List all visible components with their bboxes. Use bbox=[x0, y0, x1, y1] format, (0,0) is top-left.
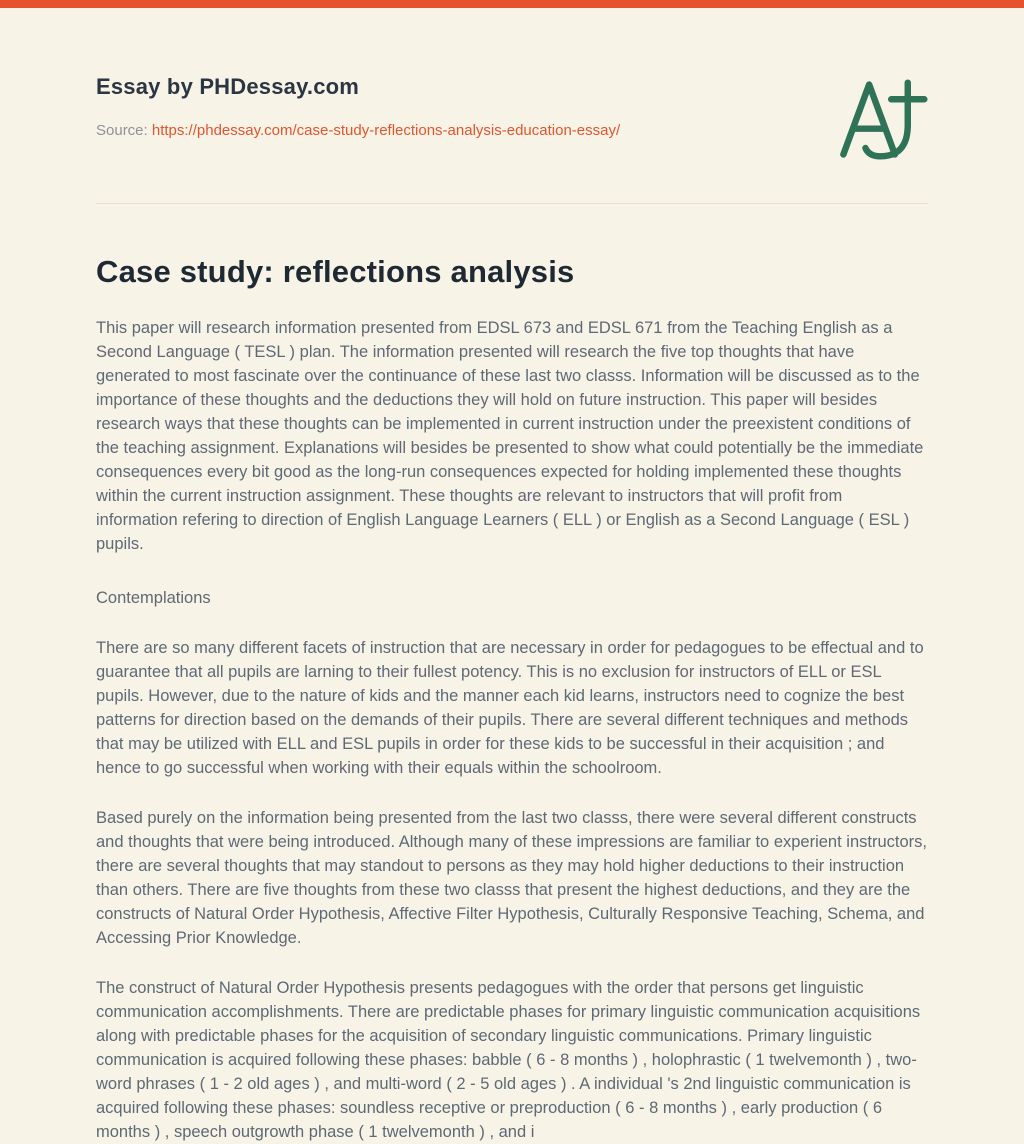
page-content bbox=[0, 74, 1024, 1144]
essay-title: Case study: reflections analysis bbox=[96, 254, 575, 289]
essay-paragraph-2: There are so many different facets of instruction that are necessary in order for pedagogues to be effectual and to guarantee that all pupils are larning to their fullest potency. This is no exclusion for instructors of ELL or ESL pupils. However, due to the nature of kids and the manner each kid learns, instructors need to cognize the best patterns for direction based on the demands of their pupils. There are several different techniques and methods that may be utilized with ELL and ESL pupils in order for these kids to be successful in their acquisition ; and hence to go successful when working with their equals within the schoolroom. bbox=[96, 639, 924, 777]
page-header bbox=[96, 74, 928, 167]
source-url-link[interactable]: https://phdessay.com/case-study-reflections-analysis-education-essay/ bbox=[151, 122, 621, 139]
essay-paragraph-4: The construct of Natural Order Hypothesis presents pedagogues with the order that persons get linguistic communication accomplishments. There are predictable phases for primary linguistic communication acquisitions along with predictable phases for the acquisition of secondary linguistic communications. Primary linguistic communication is acquired following these phases: babble ( 6 - 8 months ) , holophrastic ( 1 twelvemonth ) , two-word phrases ( 1 - 2 old ages ) , and multi-word ( 2 - 5 old ages ) . A individual 's 2nd linguistic communication is acquired following these phases: soundless receptive or preproduction ( 6 - 8 months ) , early production ( 6 months ) , speech outgrowth phase ( 1 twelvemonth ) , and i bbox=[96, 979, 921, 1141]
source-label: Source: bbox=[96, 122, 148, 139]
brand-title: Essay by PHDessay.com bbox=[96, 74, 360, 99]
essay-paragraph-3: Based purely on the information being presented from the last two classs, there were several different constructs and thoughts that were being introduced. Although many of these impressions are familiar to experient instructors, there are several thoughts that may standout to persons as they may hold higher deductions to their instruction than others. There are five thoughts from these two classs that present the highest deductions, and they are the constructs of Natural Order Hypothesis, Affective Filter Hypothesis, Culturally Responsive Teaching, Schema, and Accessing Prior Knowledge. bbox=[96, 809, 927, 947]
essay-subheading: Contemplations bbox=[96, 589, 211, 607]
header-divider bbox=[96, 203, 928, 204]
header-text-block bbox=[96, 74, 620, 139]
essay-content bbox=[96, 254, 928, 1144]
phdessay-a-plus-logo-icon bbox=[836, 72, 928, 167]
source-line bbox=[96, 122, 620, 139]
essay-paragraph-1: This paper will research information presented from EDSL 673 and EDSL 671 from the Teaching English as a Second Language ( TESL ) plan. The information presented will research the five top thoughts that have generated to most fascinate over the continuance of these last two classs. Information will be discussed as to the importance of these thoughts and the deductions they will hold on future instruction. This paper will besides research ways that these thoughts can be implemented in current instruction under the preexistent conditions of the teaching assignment. Explanations will besides be presented to show what could potentially be the immediate consequences every bit good as the long-run consequences expected for holding implemented these thoughts within the current instruction assignment. These thoughts are relevant to instructors that will profit from information refering to direction of English Language Learners ( ELL ) or English as a Second Language ( ESL ) pupils. bbox=[96, 319, 924, 553]
accent-top-bar bbox=[0, 0, 1024, 8]
